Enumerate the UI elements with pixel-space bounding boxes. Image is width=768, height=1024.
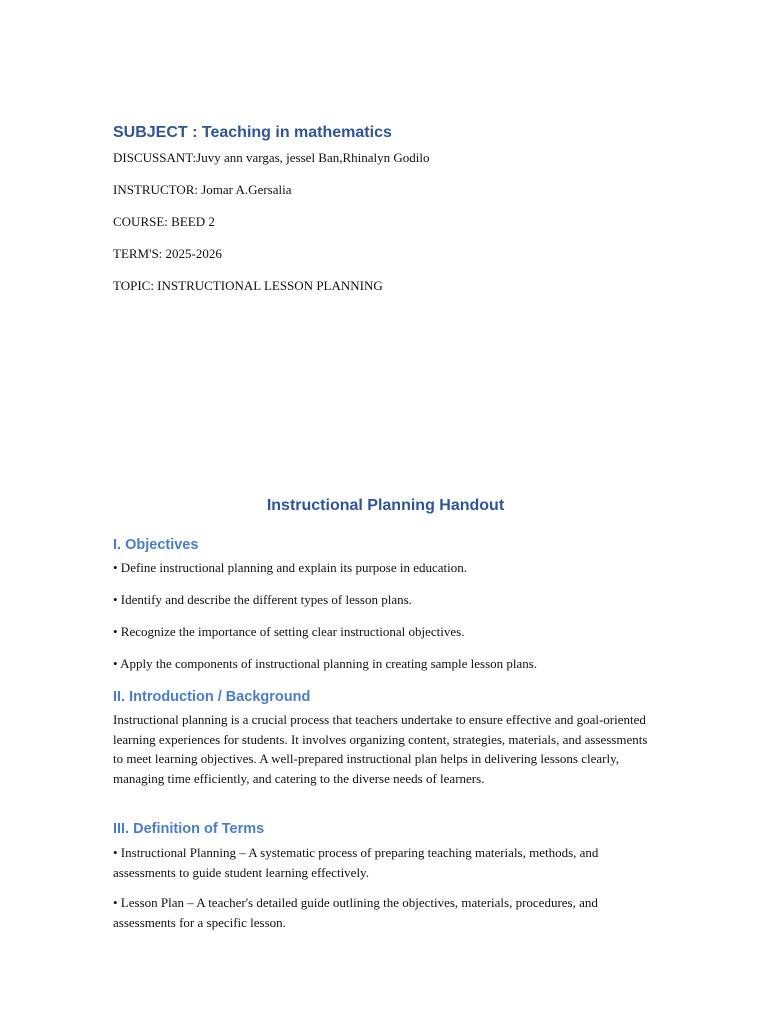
subject-heading: SUBJECT : Teaching in mathematics <box>113 124 392 141</box>
objectives-heading: I. Objectives <box>113 537 199 553</box>
introduction-heading: II. Introduction / Background <box>113 689 311 705</box>
document-page <box>113 0 658 1024</box>
objective-item: • Define instructional planning and explain its purpose in education. <box>113 560 468 575</box>
instructor-line: INSTRUCTOR: Jomar A.Gersalia <box>113 182 292 197</box>
discussant-line: DISCUSSANT:Juvy ann vargas, jessel Ban,Rhinalyn Godilo <box>113 150 430 165</box>
topic-line: TOPIC: INSTRUCTIONAL LESSON PLANNING <box>113 278 383 293</box>
definition-item: • Instructional Planning – A systematic process of preparing teaching materials, methods, and assessments to guide student learning effectively. <box>113 845 599 880</box>
course-line: COURSE: BEED 2 <box>113 214 215 229</box>
objective-item: • Apply the components of instructional planning in creating sample lesson plans. <box>113 656 538 671</box>
introduction-paragraph: Instructional planning is a crucial process that teachers undertake to ensure effective and goal-oriented learning experiences for students. It involves organizing content, strategies, materials, and assessments to meet learning objectives. A well-prepared instructional plan helps in delivering lessons clearly, managing time efficiently, and catering to the diverse needs of learners. <box>113 712 648 786</box>
term-line: TERM'S: 2025-2026 <box>113 246 222 261</box>
objective-item: • Recognize the importance of setting clear instructional objectives. <box>113 624 465 639</box>
objective-item: • Identify and describe the different types of lesson plans. <box>113 592 412 607</box>
handout-title: Instructional Planning Handout <box>266 497 505 514</box>
definitions-heading: III. Definition of Terms <box>113 821 265 837</box>
definition-item: • Lesson Plan – A teacher's detailed guide outlining the objectives, materials, procedures, and assessments for a specific lesson. <box>113 895 598 930</box>
